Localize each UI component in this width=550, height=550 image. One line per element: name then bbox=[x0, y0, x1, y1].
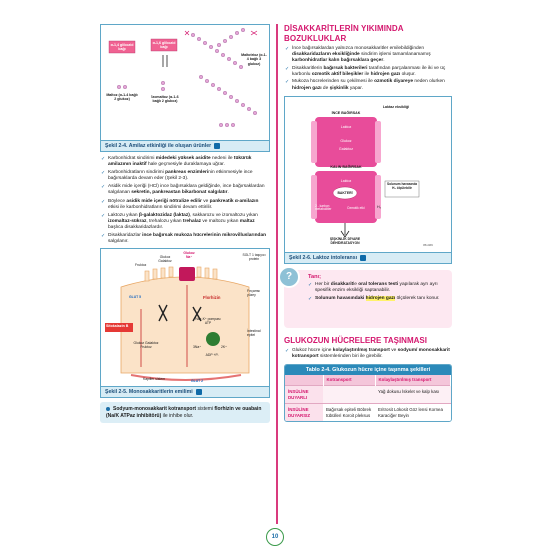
label-bakteri: BAKTERİ bbox=[337, 190, 353, 195]
label-code: 05v469 bbox=[423, 242, 433, 247]
label-alpha14: α-1,4 glikozid bağı bbox=[110, 43, 134, 52]
label-izomaltoz: İzomaltoz (α-1-6 bağlı 2 glukoz) bbox=[151, 95, 179, 104]
label-solunum: Solunum havasında H₂ ölçülebilir bbox=[386, 181, 418, 190]
diagnosis-title: Tanı; bbox=[308, 273, 321, 280]
label-galaktoz: Galaktoz bbox=[338, 146, 354, 151]
bullet-item: ✓ Mukoza hücrelerinden su çekilmesi ile ozmotik diyareye neden olurken hidrojen gazı de şişkinlik yapar. bbox=[284, 79, 452, 91]
label-laktoz2: Laktoz bbox=[340, 178, 352, 183]
table-header-row bbox=[285, 375, 451, 385]
bullet-item: ✓ Böylece asidik mide içeriği nötralize edilir ve pankreatik α-amilazın etkisi ile karbonhidratların sindirimi devam ettirilir. bbox=[100, 199, 270, 211]
caption-icon bbox=[196, 389, 202, 395]
table-cell bbox=[323, 385, 375, 403]
left-bullet-list bbox=[100, 156, 270, 245]
label-glukoz-galaktoz-fruktoz: Glukoz Galaktoz Fruktoz bbox=[133, 341, 159, 350]
bullet-item: ✓ Karbonhidratların sindirimi pankreas enzimlerinin etkinmesiyle ince bağırsaklarda devam eder (Şekil 2-3). bbox=[100, 170, 270, 182]
diagnosis-item: ✓ Her bir disakkaritle oral tolerans testi yapılarak ayrı ayrı spesifik enzim eksikliği saptanabilir. bbox=[308, 282, 446, 294]
na-k-pump-icon bbox=[206, 332, 220, 346]
monosaccharide-absorption-figure bbox=[100, 248, 270, 398]
epithelial-cell-shape bbox=[121, 277, 249, 373]
label-alpha16: α-1,6 glikozid bağı bbox=[152, 41, 176, 50]
label-siskinlik: ŞİŞKİNLİK DİYARE DEHİDRATASYON bbox=[329, 236, 361, 245]
left-column bbox=[100, 24, 270, 423]
section-heading-2: GLUKOZUN HÜCRELERE TAŞINMASI bbox=[284, 335, 427, 345]
label-2k: 2K⁺ bbox=[221, 345, 227, 350]
isomaltose-dimer bbox=[161, 81, 165, 91]
bullet-item: ✓ Karbonhidrat sindirimi midedeki yüksek asidite nedeni ile tükürük amilazının inaktif hale geçmesiyle duraklamaya uğrar. bbox=[100, 156, 270, 168]
label-firca: Fırçamsı yüzey bbox=[247, 289, 261, 298]
bullet-item: ✓ Disakkaridazlar ince bağırsak mukoza hücrelerinin mikrovilluslarından salgılanır. bbox=[100, 233, 270, 245]
bullet-item: ✓ Disakkaritlerin bağırsak bakterileri tarafından parçalanması ile iki ve üç karbonlu ozmotik aktif bileşikler ile hidrojen gazı oluşur. bbox=[284, 66, 452, 78]
label-glukoz-na: Glukoz Na⁺ bbox=[183, 251, 195, 260]
label-pompa: Na⁺-K⁺ pompası ATP bbox=[195, 317, 221, 326]
absorption-diagram bbox=[101, 249, 269, 387]
label-sglt: SGLT 1 taşıyıcı protein bbox=[242, 253, 266, 262]
lactose-intolerance-figure bbox=[284, 96, 452, 264]
table-row-head: İNSÜLİNE DUYARLI bbox=[285, 385, 323, 403]
label-laktaz: Laktaz eksikliği bbox=[382, 104, 410, 109]
section-heading: DİSAKKARİTLERİN YIKIMINDA BOZUKLUKLAR bbox=[284, 24, 404, 43]
label-3na: 3Na⁺ bbox=[193, 345, 202, 350]
table-cell: Bağırsak epiteli Böbrek tübülleri Koroit pleksus bbox=[323, 404, 375, 422]
bullet-dot-icon bbox=[106, 407, 110, 411]
label-glukoz: Glukoz bbox=[340, 138, 352, 143]
glucose-bullet-list bbox=[284, 348, 452, 360]
table-header-cell bbox=[285, 375, 323, 385]
right-column bbox=[284, 24, 452, 422]
question-badge-icon: ? bbox=[278, 266, 300, 288]
bullet-item: ✓ Asidik mide içeriği (HCl) ince bağırsaklara geldiğinde, ince bağırsaklardan salgılanan sekretin, pankreastan bikarbonat salgılatır. bbox=[100, 184, 270, 196]
amylase-enzyme-icon bbox=[185, 31, 257, 35]
caption-icon bbox=[360, 255, 366, 261]
label-laktoz1: Laktoz bbox=[340, 124, 352, 129]
label-glut5: GLUT 5 bbox=[129, 295, 142, 300]
bullet-item: ✓ Glukoz hücre içine kolaylaştırılmış transport ve sodyum/ monosakkarit kotransport sistemlerinden biri ile girebilir. bbox=[284, 348, 452, 360]
label-adp: ADP +Pᵢ bbox=[205, 353, 219, 358]
label-florhizin: Florhizin bbox=[203, 295, 221, 301]
table-body bbox=[285, 375, 451, 421]
diagnosis-list bbox=[308, 282, 446, 303]
figure-caption bbox=[285, 252, 451, 263]
label-intestinal: İntestinal epitel bbox=[247, 329, 261, 338]
label-kalin: KALIN BAĞIRSAK bbox=[330, 164, 362, 169]
label-glukoz-galaktoz: Glukoz Galaktoz bbox=[158, 255, 172, 264]
label-maltotrioz: Maltotrioz (α-1-4 bağlı 3 glukoz) bbox=[241, 53, 267, 66]
page-number: 10 bbox=[266, 528, 284, 546]
table-header-cell: Kolaylaştırılmış transport bbox=[375, 375, 451, 385]
label-h2: H₂ bbox=[377, 204, 381, 209]
table-cell: Eritrosit Lökosit Göz lensi Kornea Karaciğer Beyin bbox=[375, 404, 451, 422]
table-row bbox=[285, 404, 451, 422]
label-ozmotik: Ozmotik etki bbox=[347, 205, 365, 210]
label-karbon: 2 - karbon metabolitler bbox=[315, 203, 332, 212]
right-bullet-list bbox=[284, 46, 452, 92]
table-header-cell: Kotransport bbox=[323, 375, 375, 385]
label-kapiller: Kapiller sistem bbox=[143, 377, 166, 382]
label-fruktoz: Fruktoz bbox=[135, 263, 147, 268]
diagnosis-item: ✓ Solunum havasındaki hidrojen gazı ölçülerek tanı konur. bbox=[308, 296, 446, 302]
diagnosis-box bbox=[284, 270, 452, 328]
table-row-head: İNSÜLİNE DUYARSIZ bbox=[285, 404, 323, 422]
maltotriose-trimer bbox=[219, 123, 235, 127]
caption-text: Şekil 2-6. Laktoz intoleransı bbox=[289, 254, 358, 261]
label-glut2: GLUT 2 bbox=[191, 379, 204, 384]
label-sitokalazin: Sitokalazin B bbox=[106, 324, 129, 329]
table-title: Tablo 2-4. Glukozun hücre içine taşınma şekilleri bbox=[285, 365, 451, 376]
maltose-dimer bbox=[117, 85, 127, 89]
figure-caption bbox=[101, 140, 269, 151]
table-cell: Yağ dokusu İskelet ve kalp kası bbox=[375, 385, 451, 403]
caption-text: Şekil 2-5. Monosakkaritlerin emilimi bbox=[105, 389, 193, 396]
caption-text: Şekil 2-4. Amilaz etkinliği ile oluşan ürünler bbox=[105, 143, 212, 149]
glucose-chain-branch bbox=[217, 28, 245, 47]
table-row bbox=[285, 385, 451, 403]
label-maltoz: Maltoz (α-1-4 bağlı 2 glukoz) bbox=[106, 93, 138, 102]
label-ince: İNCE BAĞIRSAK bbox=[331, 110, 361, 115]
amylase-figure bbox=[100, 24, 270, 152]
inhibition-note: Sodyum-monosakkarit kotransport sistemi florhizin ve ouabain (Na/K ATPaz inhibitörü) ile inhibe olur. bbox=[100, 402, 270, 423]
glucose-transport-table bbox=[284, 364, 452, 422]
bullet-item: ✓ İnce bağırsaklardan yalnızca monosakkaritler emilebildiğinden disakkaridazların eksikliğinde sindirim işlemi tamamlanamamış karbonhidratlar kalın bağırsaklara geçer. bbox=[284, 46, 452, 64]
glucose-chain-lower bbox=[199, 75, 257, 115]
bullet-item: ✓ Laktozu yıkan β-galaktozidaz (laktaz), sakkarozu ve izomaltozu yıkan izomaltaz-sükraz, trehalozu yıkan trehalaz ve maltozu yıkan maltaz başlıca disakkaridazlardır. bbox=[100, 213, 270, 231]
lactose-diagram bbox=[285, 97, 451, 253]
figure-caption bbox=[101, 386, 269, 397]
glucose-chain-upper bbox=[191, 33, 243, 69]
caption-icon bbox=[214, 143, 220, 149]
sglt1-transporter bbox=[179, 267, 195, 281]
